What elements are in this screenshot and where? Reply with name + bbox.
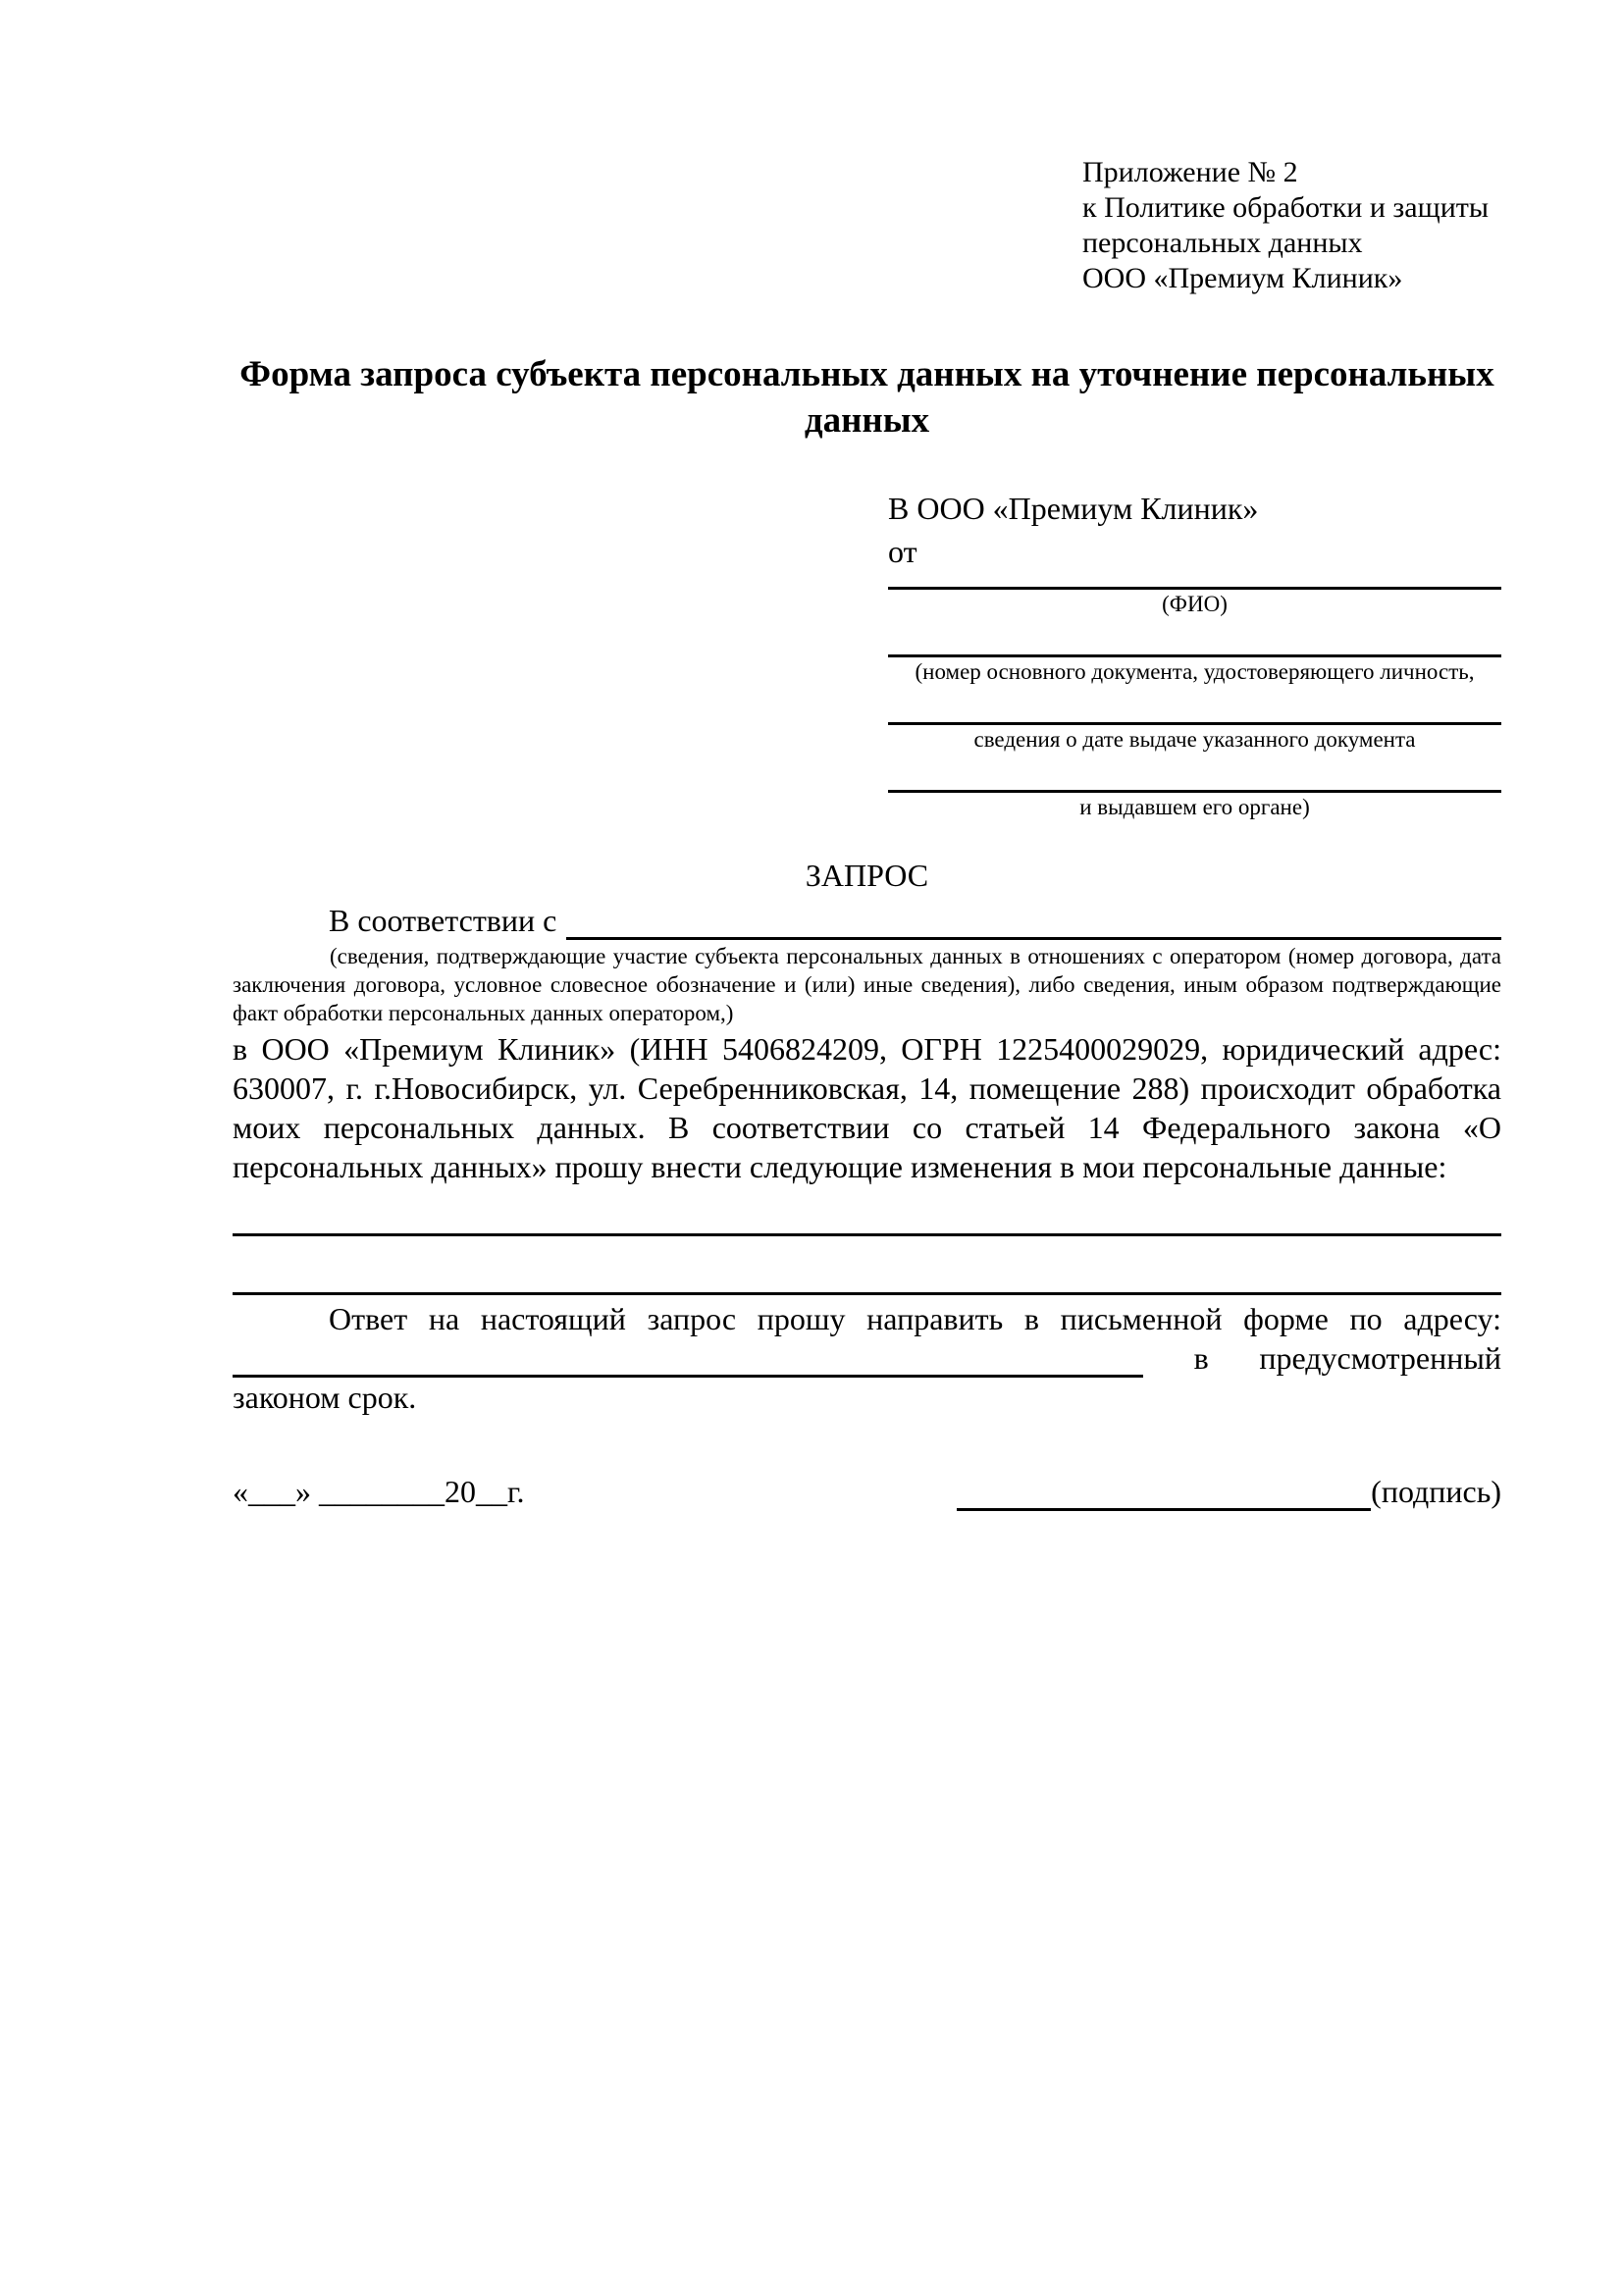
id-document-issue-date-field bbox=[888, 722, 1501, 790]
accordance-prefix: В соответствии с bbox=[329, 903, 557, 938]
signature-group bbox=[957, 1472, 1501, 1511]
appendix-note-line-3: персональных данных bbox=[1082, 227, 1363, 259]
appendix-note bbox=[1082, 155, 1501, 296]
request-heading: ЗАПРОС bbox=[805, 858, 929, 893]
appendix-note-line-1: Приложение № 2 bbox=[1082, 156, 1298, 188]
id-document-issue-date-caption: сведения о дате выдаче указанного документа bbox=[973, 727, 1416, 752]
document-title: Форма запроса субъекта персональных данных на уточнение персональных данных bbox=[239, 354, 1494, 441]
changes-blank-line-2 bbox=[233, 1292, 1501, 1295]
id-document-issuer-field bbox=[888, 790, 1501, 820]
fio-caption: (ФИО) bbox=[1162, 592, 1228, 616]
reply-address-blank-line bbox=[233, 1340, 1143, 1378]
reply-word-predusmotrenny: предусмотренный bbox=[1259, 1340, 1501, 1376]
accordance-blank-line bbox=[566, 903, 1501, 940]
addressee-block bbox=[888, 487, 1501, 820]
changes-blank-line-1 bbox=[233, 1233, 1501, 1236]
id-document-issuer-caption: и выдавшем его органе) bbox=[1079, 795, 1310, 819]
reply-tail: законом срок. bbox=[233, 1380, 417, 1415]
accordance-footnote: (сведения, подтверждающие участие субъекта персональных данных в отношениях с оператором (номер договора, дата заключения договора, условное словесное обозначение и (или) иные сведения), либо сведения, иным образом подтверждающие факт обработки персональных данных оператором,) bbox=[233, 944, 1501, 1025]
id-document-number-caption: (номер основного документа, удостоверяющего личность, bbox=[915, 659, 1475, 684]
id-document-number-field bbox=[888, 654, 1501, 722]
signature-blank-line bbox=[957, 1474, 1371, 1511]
fio-field bbox=[888, 587, 1501, 654]
reply-sentence: Ответ на настоящий запрос прошу направить в письменной форме по адресу: bbox=[329, 1301, 1501, 1336]
signature-caption: (подпись) bbox=[1371, 1474, 1501, 1509]
appendix-note-line-2: к Политике обработки и защиты bbox=[1082, 191, 1490, 224]
body-paragraph: в ООО «Премиум Клиник» (ИНН 5406824209, ОГРН 1225400029029, юридический адрес: 630007, г. г.Новосибирск, ул. Серебренниковская, 14, помещение 288) происходит обработка моих персональных данных. В соответствии со статьей 14 Федерального закона «О персональных данных» прошу внести следующие изменения в мои персональные данные: bbox=[233, 1031, 1501, 1184]
addressee-from: от bbox=[888, 534, 917, 569]
appendix-note-line-4: ООО «Премиум Клиник» bbox=[1082, 262, 1403, 294]
reply-word-v: в bbox=[1193, 1340, 1209, 1376]
accordance-row bbox=[233, 901, 1501, 940]
addressee-to: В ООО «Премиум Клиник» bbox=[888, 491, 1259, 526]
date-signature-row bbox=[233, 1472, 1501, 1511]
reply-address-row bbox=[233, 1338, 1501, 1378]
date-blank: «___» ________20__г. bbox=[233, 1474, 525, 1509]
